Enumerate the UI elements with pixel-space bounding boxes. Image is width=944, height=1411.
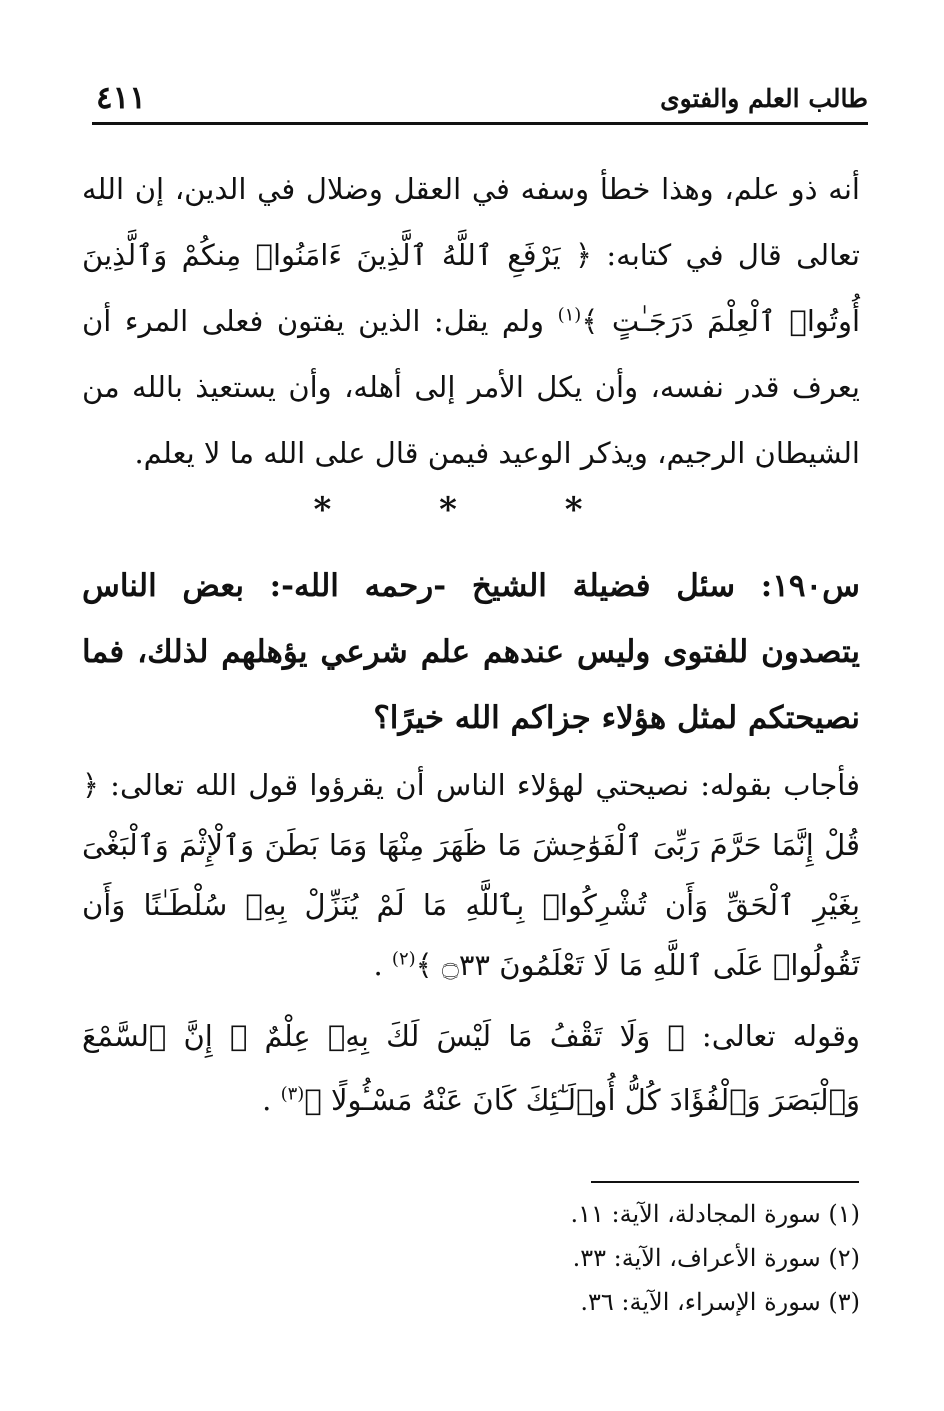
footnote-ref-2: (٢) xyxy=(391,948,416,970)
question-text: سئل فضيلة الشيخ -رحمه الله-: بعض الناس يتصدون للفتوى وليس عندهم علم شرعي يؤهلهم لذلك، فما نصيحتكم لمثل هؤلاء جزاكم الله خيرًا؟ xyxy=(82,568,860,736)
paragraph-1-text-b: ولم يقل: الذين يفتون فعلى المرء أن يعرف قدر نفسه، وأن يكل الأمر إلى أهله، وأن يستعيذ بالله من الشيطان الرجيم، ويذكر الوعيد فيمن قال على الله ما لا يعلم. xyxy=(82,304,860,470)
quran-verse-2: ﴿ قُلْ إِنَّمَا حَرَّمَ رَبِّىَ ٱلْفَوَٰحِشَ مَا ظَهَرَ مِنْهَا وَمَا بَطَنَ وَٱلْإِثْمَ وَٱلْبَغْىَ بِغَيْرِ ٱلْحَقِّ وَأَن تُشْرِكُوا۟ بِٱللَّهِ مَا لَمْ يُنَزِّلْ بِهِۦ سُلْطَـٰنًا وَأَن تَقُولُوا۟ عَلَى ٱللَّهِ مَا لَا تَعْلَمُونَ ۝٣٣ ﴾ xyxy=(82,768,860,982)
page-number: ٤١١ xyxy=(96,80,146,116)
answer2-end: . xyxy=(262,1083,281,1117)
answer-end: . xyxy=(373,948,392,982)
answer-paragraph xyxy=(82,755,860,995)
footnote-2: (٢) سورة الأعراف، الآية: ٣٣. xyxy=(572,1244,860,1272)
answer2-intro: وقوله تعالى: xyxy=(684,1019,860,1053)
question-paragraph xyxy=(82,553,860,751)
footnote-3: (٣) سورة الإسراء، الآية: ٣٦. xyxy=(580,1288,860,1316)
section-separator: * * * xyxy=(313,490,631,530)
answer-intro: فأجاب بقوله: نصيحتي لهؤلاء الناس أن يقرؤوا قول الله تعالى: xyxy=(99,768,860,802)
running-title: طالب العلم والفتوى xyxy=(660,84,868,113)
footnote-divider xyxy=(591,1181,859,1183)
footnote-ref-3: (٣) xyxy=(280,1083,305,1105)
footnote-ref-1: (١) xyxy=(557,304,582,326)
paragraph-1 xyxy=(82,156,860,486)
answer-paragraph-2 xyxy=(82,1004,860,1132)
quran-verse-1: ﴿ يَرْفَعِ ٱللَّهُ ٱلَّذِينَ ءَامَنُوا۟ مِنكُمْ وَٱلَّذِينَ أُوتُوا۟ ٱلْعِلْمَ دَرَجَـٰتٍ ﴾ xyxy=(82,238,860,338)
footnote-1: (١) سورة المجادلة، الآية: ١١. xyxy=(570,1200,860,1228)
quran-verse-3: ﴿ وَلَا تَقْفُ مَا لَيْسَ لَكَ بِهِۦ عِلْمٌ ۚ إِنَّ ٱلسَّمْعَ وَٱلْبَصَرَ وَٱلْفُؤَادَ كُلُّ أُو۟لَـٰٓئِكَ كَانَ عَنْهُ مَسْـُٔولًا ﴾ xyxy=(82,1019,860,1117)
footnotes xyxy=(420,1192,860,1324)
page-header xyxy=(92,78,868,125)
question-label: س١٩٠: xyxy=(760,568,860,604)
paragraph-1-text-a: أنه ذو علم، وهذا خطأ وسفه في العقل وضلال في الدين، إن الله تعالى قال في كتابه: xyxy=(82,172,860,272)
